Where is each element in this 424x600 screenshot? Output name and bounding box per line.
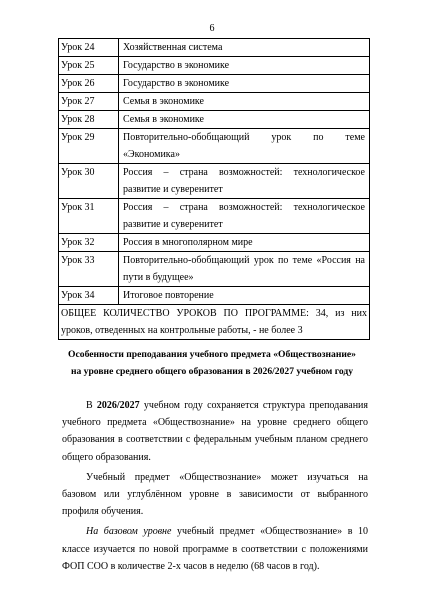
paragraph: Учебный предмет «Обществознание» может изучаться на базовом или углублённом уровне в зависимости от выбранного профиля обучения. (62, 471, 368, 518)
lesson-number: Урок 34 (59, 287, 119, 305)
paragraph-text: учебный предмет «Обществознание» в 10 классе изучается по новой программе в соответствии с положениями ФОП СОО в количестве 2-х часов в неделю (68 часов в год). (62, 526, 369, 572)
lesson-number: Урок 29 (59, 129, 119, 164)
lesson-topic: Хозяйственная система (119, 39, 370, 57)
lesson-number: Урок 33 (59, 252, 119, 287)
table-row (59, 57, 370, 75)
table-row (59, 111, 370, 129)
lesson-topic: Семья в экономике (119, 93, 370, 111)
paragraph-text: В (86, 400, 97, 411)
paragraph (62, 523, 368, 575)
section-heading-line: Особенности преподавания учебного предмета «Обществознание» (68, 349, 356, 360)
lesson-number: Урок 28 (59, 111, 119, 129)
lesson-number: Урок 24 (59, 39, 119, 57)
table-row (59, 93, 370, 111)
page-number: 6 (209, 23, 215, 34)
total-lessons-text: ОБЩЕЕ КОЛИЧЕСТВО УРОКОВ ПО ПРОГРАММЕ: 34, из них уроков, отведенных на контрольные работы, - не более 3 (59, 305, 370, 340)
lesson-topic: Россия – страна возможностей: технологическое развитие и суверенитет (119, 199, 370, 234)
table-row (59, 75, 370, 93)
paragraph-text: учебном году сохраняется структура преподавания учебного предмета «Обществознание» на уровне среднего общего образования в соответствии с федеральным учебным планом среднего общего образования. (62, 400, 368, 463)
lesson-topic: Государство в экономике (119, 57, 370, 75)
lesson-topic: Государство в экономике (119, 75, 370, 93)
table-row (59, 252, 370, 287)
total-row (59, 305, 370, 340)
lesson-number: Урок 25 (59, 57, 119, 75)
lesson-topic: Повторительно-обобщающий урок по теме «Россия на пути в будущее» (119, 252, 370, 287)
lesson-topic: Россия – страна возможностей: технологическое развитие и суверенитет (119, 164, 370, 199)
level-label: На базовом уровне (86, 526, 172, 538)
lesson-topic: Повторительно-обобщающий урок по теме «Экономика» (119, 129, 370, 164)
lesson-number: Урок 26 (59, 75, 119, 93)
table-row (59, 164, 370, 199)
lesson-topic: Семья в экономике (119, 111, 370, 129)
lesson-number: Урок 27 (59, 93, 119, 111)
section-body (62, 397, 368, 575)
lesson-topic: Итоговое повторение (119, 287, 370, 305)
lesson-topic: Россия в многополярном мире (119, 234, 370, 252)
lesson-number: Урок 32 (59, 234, 119, 252)
lesson-number: Урок 31 (59, 199, 119, 234)
academic-year: 2026/2027 (96, 400, 140, 411)
section-heading (50, 346, 374, 380)
table-row (59, 234, 370, 252)
table-row (59, 129, 370, 164)
table-row (59, 39, 370, 57)
lessons-table (58, 38, 370, 340)
section-heading-line: на уровне среднего общего образования в 2026/2027 учебном году (70, 366, 354, 377)
lesson-number: Урок 30 (59, 164, 119, 199)
paragraph (62, 397, 368, 466)
table-row (59, 287, 370, 305)
table-row (59, 199, 370, 234)
